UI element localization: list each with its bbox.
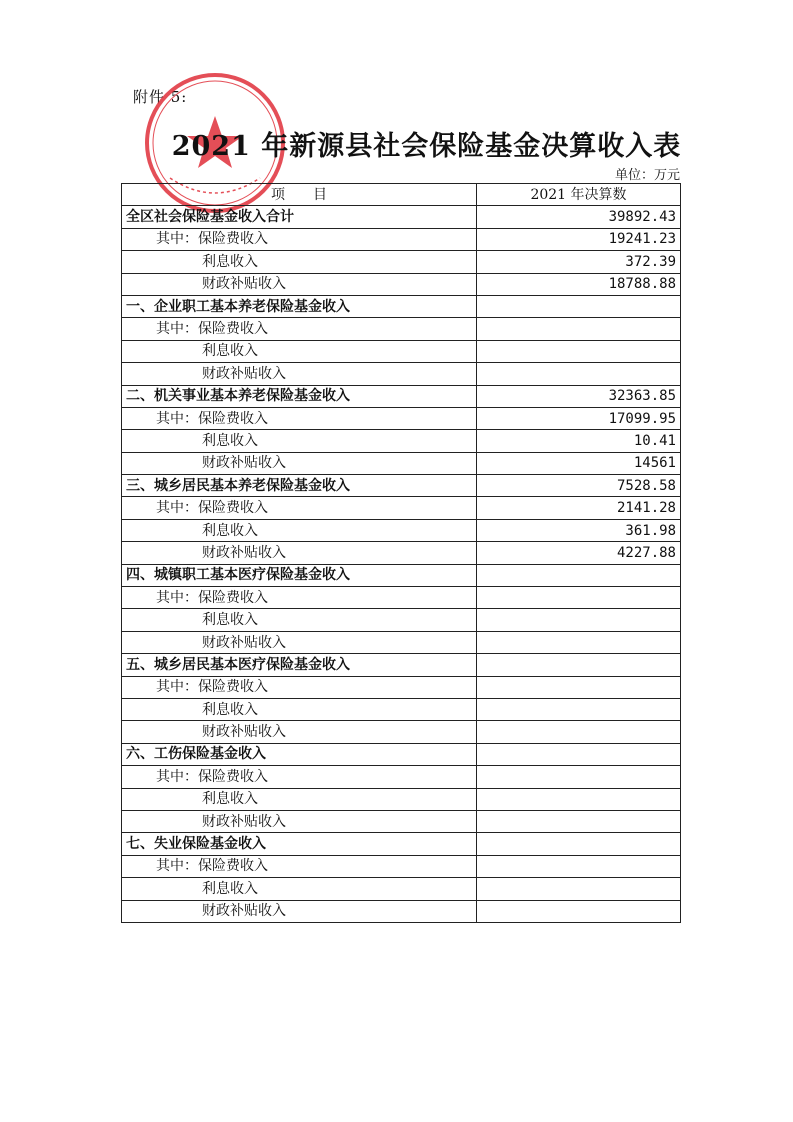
row-value xyxy=(477,295,681,317)
row-item-label: 二、机关事业基本养老保险基金收入 xyxy=(122,385,477,407)
row-item-label: 其中：保险费收入 xyxy=(122,407,477,429)
row-value xyxy=(477,676,681,698)
row-value xyxy=(477,788,681,810)
row-item-label: 财政补贴收入 xyxy=(122,363,477,385)
table-row xyxy=(122,430,681,452)
row-value xyxy=(477,698,681,720)
table-row xyxy=(122,788,681,810)
row-value: 2141.28 xyxy=(477,497,681,519)
row-value: 10.41 xyxy=(477,430,681,452)
row-item-label: 财政补贴收入 xyxy=(122,631,477,653)
table-row xyxy=(122,452,681,474)
row-item-label: 利息收入 xyxy=(122,878,477,900)
row-item-label: 财政补贴收入 xyxy=(122,810,477,832)
row-item-label: 财政补贴收入 xyxy=(122,273,477,295)
table-row xyxy=(122,475,681,497)
row-item-label: 利息收入 xyxy=(122,609,477,631)
table-row xyxy=(122,609,681,631)
row-item-label: 四、城镇职工基本医疗保险基金收入 xyxy=(122,564,477,586)
row-value xyxy=(477,609,681,631)
table-row xyxy=(122,273,681,295)
table-row xyxy=(122,743,681,765)
table-row xyxy=(122,564,681,586)
table-header-row xyxy=(122,184,681,206)
table-row xyxy=(122,766,681,788)
table-row xyxy=(122,251,681,273)
row-value: 372.39 xyxy=(477,251,681,273)
row-item-label: 其中：保险费收入 xyxy=(122,228,477,250)
row-item-label: 财政补贴收入 xyxy=(122,900,477,922)
table-row xyxy=(122,385,681,407)
row-item-label: 其中：保险费收入 xyxy=(122,676,477,698)
row-value xyxy=(477,363,681,385)
row-value: 17099.95 xyxy=(477,407,681,429)
row-item-label: 其中：保险费收入 xyxy=(122,766,477,788)
row-value xyxy=(477,855,681,877)
row-item-label: 利息收入 xyxy=(122,698,477,720)
table-row xyxy=(122,519,681,541)
table-row xyxy=(122,676,681,698)
row-value: 19241.23 xyxy=(477,228,681,250)
row-value: 4227.88 xyxy=(477,542,681,564)
header-item: 项 目 xyxy=(122,184,477,206)
table-row xyxy=(122,810,681,832)
table-row xyxy=(122,900,681,922)
table-row xyxy=(122,228,681,250)
row-value xyxy=(477,318,681,340)
attachment-label: 附件 5: xyxy=(133,88,188,106)
table-row xyxy=(122,631,681,653)
row-item-label: 财政补贴收入 xyxy=(122,542,477,564)
row-item-label: 财政补贴收入 xyxy=(122,721,477,743)
row-value: 18788.88 xyxy=(477,273,681,295)
row-value xyxy=(477,900,681,922)
header-value: 2021 年决算数 xyxy=(477,184,681,206)
table-row xyxy=(122,363,681,385)
row-value xyxy=(477,810,681,832)
page-title: 2021 年新源县社会保险基金决算收入表 xyxy=(171,131,682,162)
table-row xyxy=(122,340,681,362)
row-value: 14561 xyxy=(477,452,681,474)
revenue-table xyxy=(121,183,681,923)
row-value: 7528.58 xyxy=(477,475,681,497)
row-item-label: 全区社会保险基金收入合计 xyxy=(122,206,477,228)
table-row xyxy=(122,206,681,228)
table-row xyxy=(122,833,681,855)
row-item-label: 其中：保险费收入 xyxy=(122,497,477,519)
row-item-label: 利息收入 xyxy=(122,788,477,810)
row-value: 39892.43 xyxy=(477,206,681,228)
row-item-label: 利息收入 xyxy=(122,251,477,273)
row-item-label: 一、企业职工基本养老保险基金收入 xyxy=(122,295,477,317)
table-row xyxy=(122,654,681,676)
row-item-label: 利息收入 xyxy=(122,340,477,362)
row-value: 361.98 xyxy=(477,519,681,541)
row-item-label: 其中：保险费收入 xyxy=(122,855,477,877)
unit-label: 单位：万元 xyxy=(614,168,680,183)
row-value xyxy=(477,564,681,586)
table-row xyxy=(122,698,681,720)
table-row xyxy=(122,407,681,429)
row-item-label: 利息收入 xyxy=(122,430,477,452)
row-item-label: 其中：保险费收入 xyxy=(122,587,477,609)
row-item-label: 五、城乡居民基本医疗保险基金收入 xyxy=(122,654,477,676)
table-row xyxy=(122,318,681,340)
table-row xyxy=(122,542,681,564)
row-item-label: 财政补贴收入 xyxy=(122,452,477,474)
row-value xyxy=(477,743,681,765)
row-value xyxy=(477,833,681,855)
row-value xyxy=(477,878,681,900)
row-value xyxy=(477,340,681,362)
table-row xyxy=(122,497,681,519)
row-item-label: 利息收入 xyxy=(122,519,477,541)
row-item-label: 三、城乡居民基本养老保险基金收入 xyxy=(122,475,477,497)
table-row xyxy=(122,295,681,317)
row-value xyxy=(477,721,681,743)
row-value xyxy=(477,631,681,653)
row-item-label: 其中：保险费收入 xyxy=(122,318,477,340)
table-row xyxy=(122,878,681,900)
row-item-label: 六、工伤保险基金收入 xyxy=(122,743,477,765)
row-value xyxy=(477,654,681,676)
table-row xyxy=(122,855,681,877)
row-value: 32363.85 xyxy=(477,385,681,407)
row-value xyxy=(477,587,681,609)
table-row xyxy=(122,587,681,609)
table-row xyxy=(122,721,681,743)
row-value xyxy=(477,766,681,788)
row-item-label: 七、失业保险基金收入 xyxy=(122,833,477,855)
